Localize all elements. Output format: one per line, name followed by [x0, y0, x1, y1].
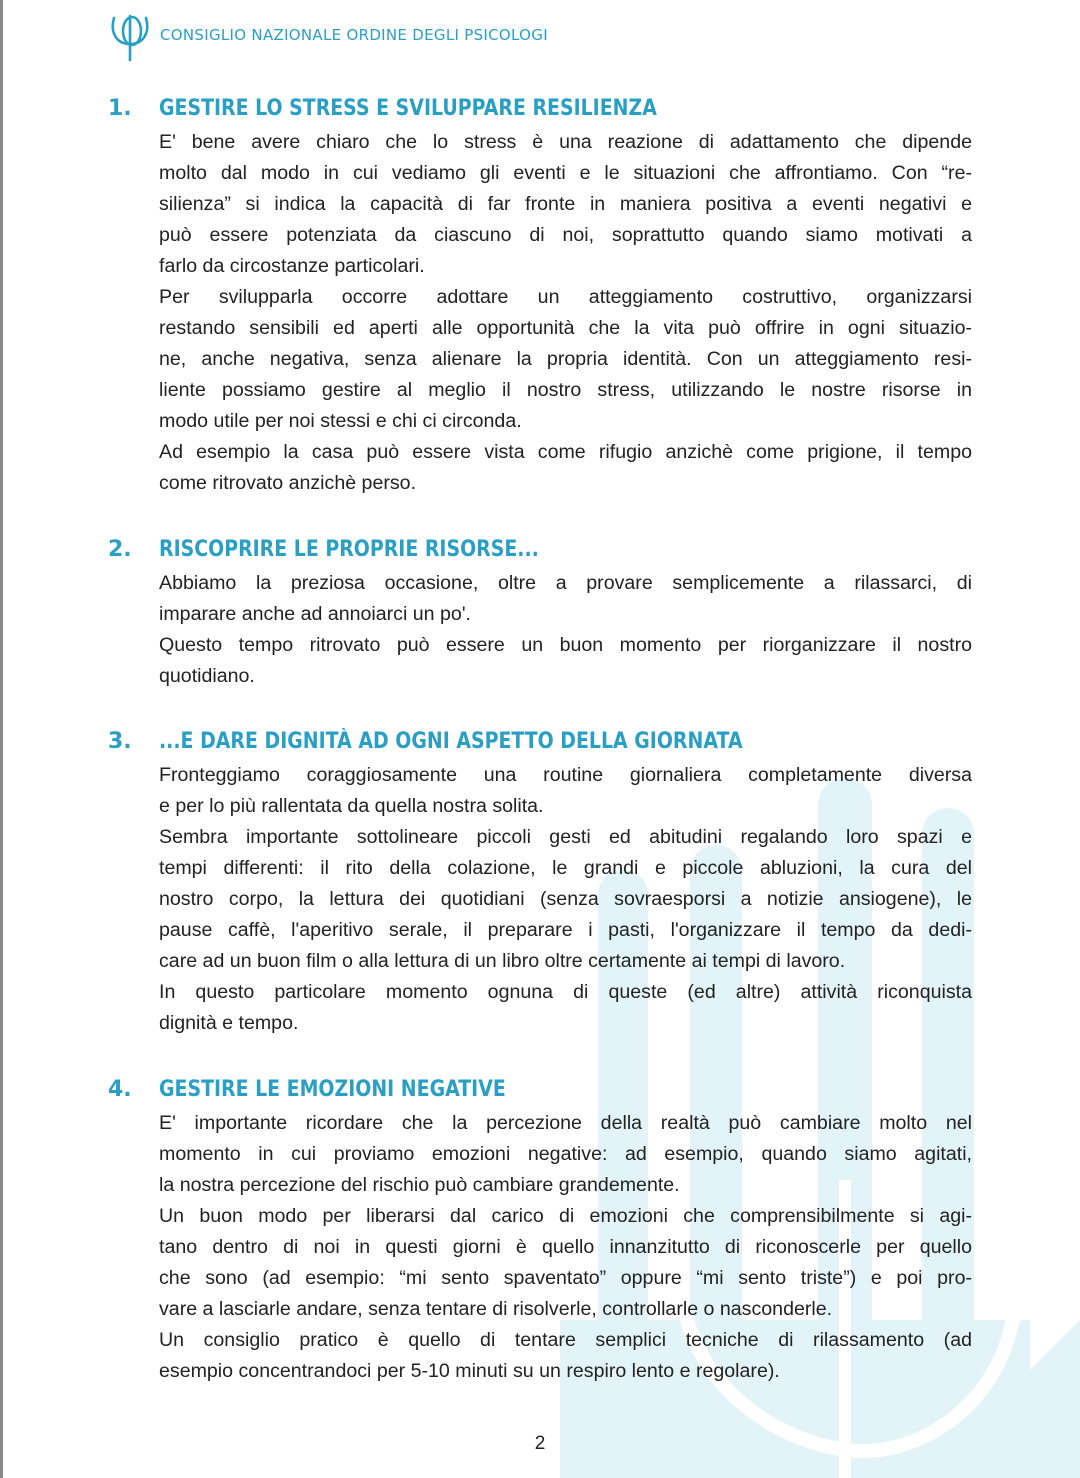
text-line: Sembra importante sottolineare piccoli gesti ed abitudini regalando loro spazi e — [159, 826, 972, 848]
text-line: ne, anche negativa, senza alienare la propria identità. Con un atteggiamento resi- — [159, 348, 972, 370]
psi-icon — [108, 12, 152, 62]
text-line: Questo tempo ritrovato può essere un buon momento per riorganizzare il nostro — [159, 634, 972, 656]
section-title: GESTIRE LO STRESS E SVILUPPARE RESILIENZA — [159, 96, 657, 121]
section-text — [159, 1108, 972, 1387]
section-number: 2. — [108, 537, 132, 562]
text-line: restando sensibili ed aperti alle opportunità che la vita può offrire in ogni situazio- — [159, 317, 972, 339]
section-number: 3. — [108, 729, 132, 754]
text-line: Per svilupparla occorre adottare un atteggiamento costruttivo, organizzarsi — [159, 286, 972, 308]
text-line: tempi differenti: il rito della colazione, le grandi e piccole abluzioni, la cura del — [159, 857, 972, 879]
text-line: molto dal modo in cui vediamo gli eventi e le situazioni che affrontiamo. Con “re- — [159, 162, 972, 184]
text-line: nostro corpo, la lettura dei quotidiani (senza sovraesporsi a notizie ansiogene), le — [159, 888, 972, 910]
text-line: dignità e tempo. — [159, 1012, 299, 1034]
text-line: Fronteggiamo coraggiosamente una routine giornaliera completamente diversa — [159, 764, 972, 786]
text-line: vare a lasciarle andare, senza tentare di risolverle, controllarle o nasconderle. — [159, 1298, 833, 1320]
text-line: silienza” si indica la capacità di far fronte in maniera positiva a eventi negativi e — [159, 193, 972, 215]
page-number: 2 — [534, 1433, 546, 1454]
text-line: imparare anche ad annoiarci un po'. — [159, 603, 471, 625]
text-line: può essere potenziata da ciascuno di noi, soprattutto quando siamo motivati a — [159, 224, 972, 246]
text-line: quotidiano. — [159, 665, 255, 687]
text-line: e per lo più rallentata da quella nostra solita. — [159, 795, 544, 817]
section-heading — [0, 727, 1080, 757]
section-title: RISCOPRIRE LE PROPRIE RISORSE... — [159, 537, 539, 562]
page-header — [108, 12, 548, 62]
text-line: farlo da circostanze particolari. — [159, 255, 425, 277]
section-heading — [0, 94, 1080, 124]
text-line: In questo particolare momento ognuna di queste (ed altre) attività riconquista — [159, 981, 972, 1003]
section-number: 4. — [108, 1077, 132, 1102]
text-line: che sono (ad esempio: “mi sento spaventato” oppure “mi sento triste”) e poi pro- — [159, 1267, 972, 1289]
section-title: ...E DARE DIGNITÀ AD OGNI ASPETTO DELLA GIORNATA — [159, 729, 743, 754]
text-line: Un consiglio pratico è quello di tentare semplici tecniche di rilassamento (ad — [159, 1329, 972, 1351]
text-line: E' bene avere chiaro che lo stress è una reazione di adattamento che dipende — [159, 131, 972, 153]
section-heading — [0, 1075, 1080, 1105]
text-line: tano dentro di noi in questi giorni è quello innanzitutto di riconoscerle per quello — [159, 1236, 972, 1258]
text-line: esempio concentrandoci per 5-10 minuti su un respiro lento e regolare). — [159, 1360, 780, 1382]
section-text — [159, 568, 972, 692]
text-line: momento in cui proviamo emozioni negative: ad esempio, quando siamo agitati, — [159, 1143, 972, 1165]
text-line: la nostra percezione del rischio può cambiare grandemente. — [159, 1174, 680, 1196]
section-text — [159, 760, 972, 1039]
organization-name: CONSIGLIO NAZIONALE ORDINE DEGLI PSICOLOGI — [160, 26, 548, 44]
text-line: care ad un buon film o alla lettura di un libro oltre certamente ai tempi di lavoro. — [159, 950, 846, 972]
text-line: Un buon modo per liberarsi dal carico di emozioni che comprensibilmente si agi- — [159, 1205, 972, 1227]
section-text — [159, 127, 972, 499]
text-line: Ad esempio la casa può essere vista come rifugio anzichè come prigione, il tempo — [159, 441, 972, 463]
text-line: modo utile per noi stessi e chi ci circonda. — [159, 410, 522, 432]
section-heading — [0, 535, 1080, 565]
text-line: E' importante ricordare che la percezione della realtà può cambiare molto nel — [159, 1112, 972, 1134]
section-title: GESTIRE LE EMOZIONI NEGATIVE — [159, 1077, 506, 1102]
text-line: come ritrovato anzichè perso. — [159, 472, 417, 494]
text-line: pause caffè, l'aperitivo serale, il preparare i pasti, l'organizzare il tempo da dedi- — [159, 919, 972, 941]
text-line: Abbiamo la preziosa occasione, oltre a provare semplicemente a rilassarci, di — [159, 572, 972, 594]
text-line: liente possiamo gestire al meglio il nostro stress, utilizzando le nostre risorse in — [159, 379, 972, 401]
section-number: 1. — [108, 96, 132, 121]
